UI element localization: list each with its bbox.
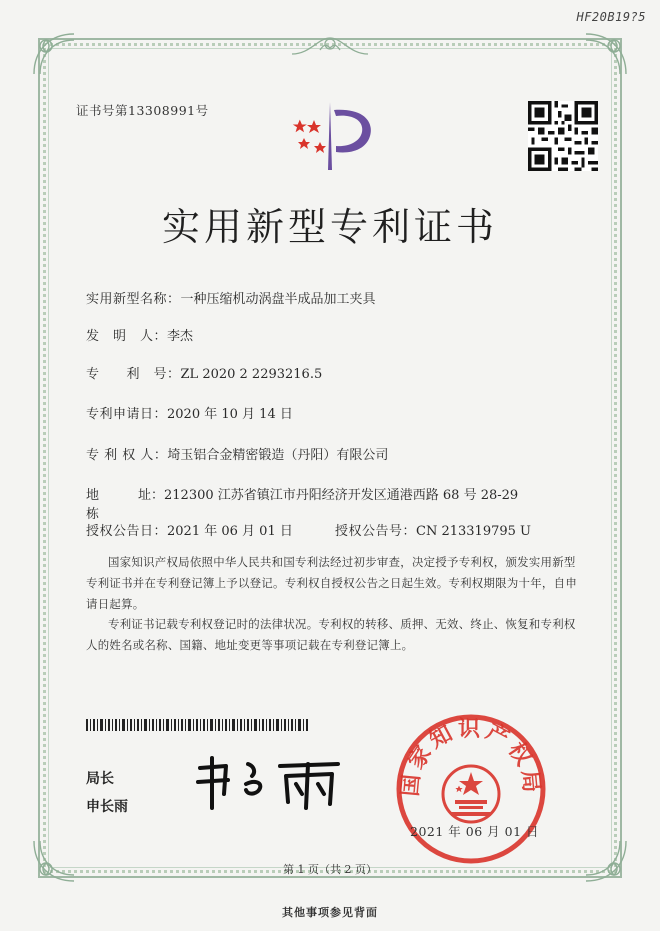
grant-number-label: 授权公告号： xyxy=(335,524,417,539)
certificate-number: 证书号第13308991号 xyxy=(76,103,209,118)
inventor-row xyxy=(86,325,193,344)
footer-note: 其他事项参见背面 xyxy=(282,906,378,919)
patent-office-logo-icon xyxy=(290,100,390,172)
patent-number-value: ZL 2020 2 2293216.5 xyxy=(180,367,323,382)
top-ornament-icon xyxy=(290,32,370,60)
seal-text: 国家知识产权局 xyxy=(398,717,544,798)
inventor-label: 发 明 人： xyxy=(86,329,168,344)
address-value-line1: 212300 江苏省镇江市丹阳经济开发区通港西路 68 号 28-29 xyxy=(164,488,519,503)
patent-number-row xyxy=(86,363,322,382)
patentee-label: 专 利 权 人： xyxy=(86,448,168,463)
grant-date-label: 授权公告日： xyxy=(86,524,168,539)
inventor-value: 李杰 xyxy=(167,329,194,344)
barcode-icon xyxy=(86,716,310,728)
utility-model-name-label: 实用新型名称： xyxy=(86,292,181,307)
corner-ornament-icon xyxy=(582,30,630,78)
patentee-value: 埼玉铝合金精密锻造（丹阳）有限公司 xyxy=(167,448,389,463)
grant-date-row xyxy=(86,520,293,539)
qr-code-icon xyxy=(528,101,598,171)
grant-number-value: CN 213319795 U xyxy=(416,524,531,539)
filing-date-value: 2020 年 10 月 14 日 xyxy=(167,407,293,422)
filing-date-row xyxy=(86,403,293,422)
grant-number-row xyxy=(335,520,531,539)
address-label: 地 址： xyxy=(86,488,165,503)
legal-status-paragraph: 专利证书记载专利权登记时的法律状况。专利权的转移、质押、无效、终止、恢复和专利权人的姓名或名称、国籍、地址变更等事项记载在专利登记簿上。 xyxy=(86,617,576,652)
corner-ornament-icon xyxy=(30,30,78,78)
handwritten-note: HF20B19?5 xyxy=(576,10,646,24)
patentee-row xyxy=(86,444,388,463)
address-value-line2: 栋 xyxy=(86,507,100,522)
page-title: 实用新型专利证书 xyxy=(161,205,498,249)
address-row xyxy=(86,484,526,522)
director-name: 申长雨 xyxy=(86,799,128,815)
utility-model-name-row xyxy=(86,288,376,307)
patent-number-label: 专 利 号： xyxy=(86,367,181,382)
page-number: 第 1 页（共 2 页） xyxy=(283,863,377,876)
director-signature-icon xyxy=(190,754,350,810)
grant-statement-paragraph: 国家知识产权局依照中华人民共和国专利法经过初步审查，决定授予专利权，颁发实用新型专利证书并在专利登记簿上予以登记。专利权自授权公告之日起生效。专利权期限为十年，自申请日起算。 xyxy=(86,555,578,611)
grant-date-value: 2021 年 06 月 01 日 xyxy=(167,524,293,539)
utility-model-name-value: 一种压缩机动涡盘半成品加工夹具 xyxy=(180,292,376,307)
seal-date: 2021 年 06 月 01 日 xyxy=(410,824,539,839)
official-seal-icon xyxy=(394,712,548,866)
filing-date-label: 专利申请日： xyxy=(86,407,168,422)
director-title: 局长 xyxy=(86,771,114,787)
